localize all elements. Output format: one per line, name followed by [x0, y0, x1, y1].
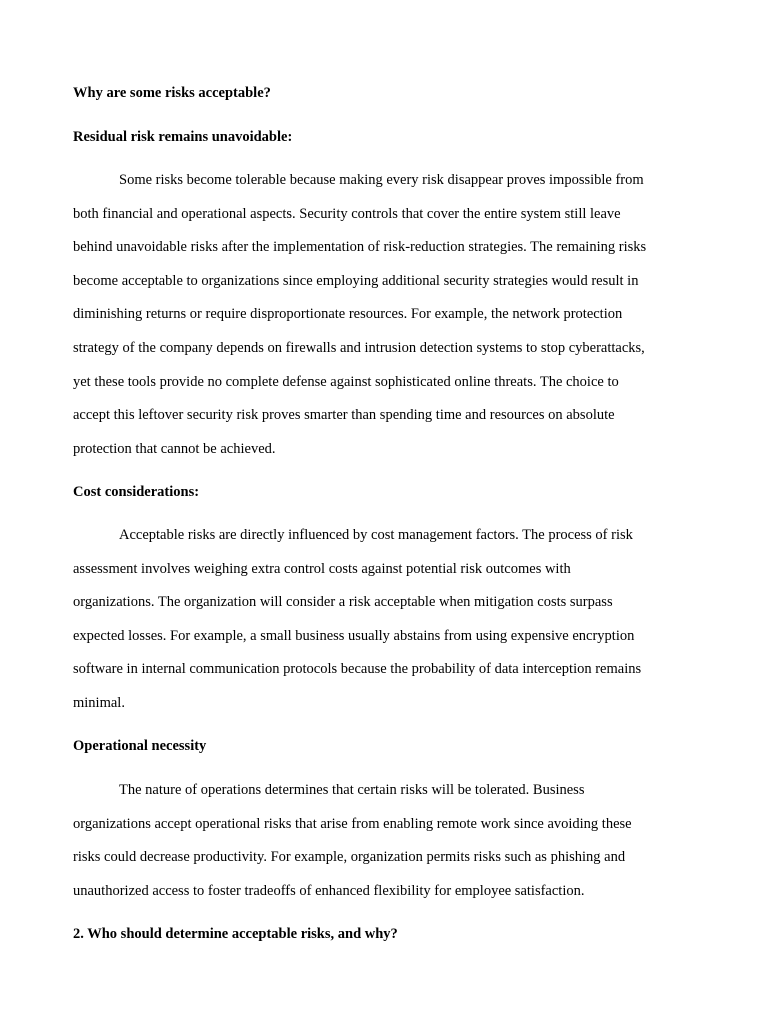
paragraph-line: minimal.: [73, 694, 125, 711]
paragraph-line: organizations accept operational risks that arise from enabling remote work since avoiding these: [73, 815, 632, 832]
paragraph-line: assessment involves weighing extra control costs against potential risk outcomes with: [73, 560, 571, 577]
section-heading-residual-risk: Residual risk remains unavoidable:: [73, 129, 293, 145]
paragraph-line: The nature of operations determines that certain risks will be tolerated. Business: [119, 782, 585, 798]
paragraph-line: Acceptable risks are directly influenced by cost management factors. The process of risk: [119, 527, 633, 543]
paragraph-line: strategy of the company depends on firewalls and intrusion detection systems to stop cyberattacks,: [73, 339, 645, 356]
paragraph-line: behind unavoidable risks after the implementation of risk-reduction strategies. The remaining risks: [73, 239, 647, 256]
paragraph-residual-risk: [73, 164, 695, 466]
section-heading-cost-considerations: Cost considerations:: [73, 484, 200, 500]
document-page: [73, 0, 695, 1024]
paragraph-line: become acceptable to organizations since employing additional security strategies would result in: [73, 272, 639, 289]
paragraph-line: yet these tools provide no complete defense against sophisticated online threats. The choice to: [73, 373, 619, 390]
paragraph-line: accept this leftover security risk proves smarter than spending time and resources on absolute: [73, 407, 615, 424]
paragraph-line: expected losses. For example, a small business usually abstains from using expensive encryption: [73, 627, 635, 644]
paragraph-operational-necessity: [73, 774, 695, 908]
paragraph-line: organizations. The organization will consider a risk acceptable when mitigation costs surpass: [73, 594, 613, 611]
paragraph-line: unauthorized access to foster tradeoffs of enhanced flexibility for employee satisfaction.: [73, 882, 585, 899]
paragraph-cost-considerations: [73, 519, 695, 721]
paragraph-line: diminishing returns or require disproportionate resources. For example, the network protection: [73, 306, 623, 323]
paragraph-line: software in internal communication protocols because the probability of data interception remains: [73, 661, 642, 678]
paragraph-line: risks could decrease productivity. For example, organization permits risks such as phishing and: [73, 849, 626, 866]
paragraph-line: protection that cannot be achieved.: [73, 440, 276, 457]
paragraph-line: Some risks become tolerable because making every risk disappear proves impossible from: [119, 172, 644, 188]
question-2-heading: 2. Who should determine acceptable risks, and why?: [73, 926, 398, 942]
paragraph-line: both financial and operational aspects. Security controls that cover the entire system still leave: [73, 205, 621, 222]
question-heading: Why are some risks acceptable?: [73, 85, 271, 101]
section-heading-operational-necessity: Operational necessity: [73, 738, 207, 754]
